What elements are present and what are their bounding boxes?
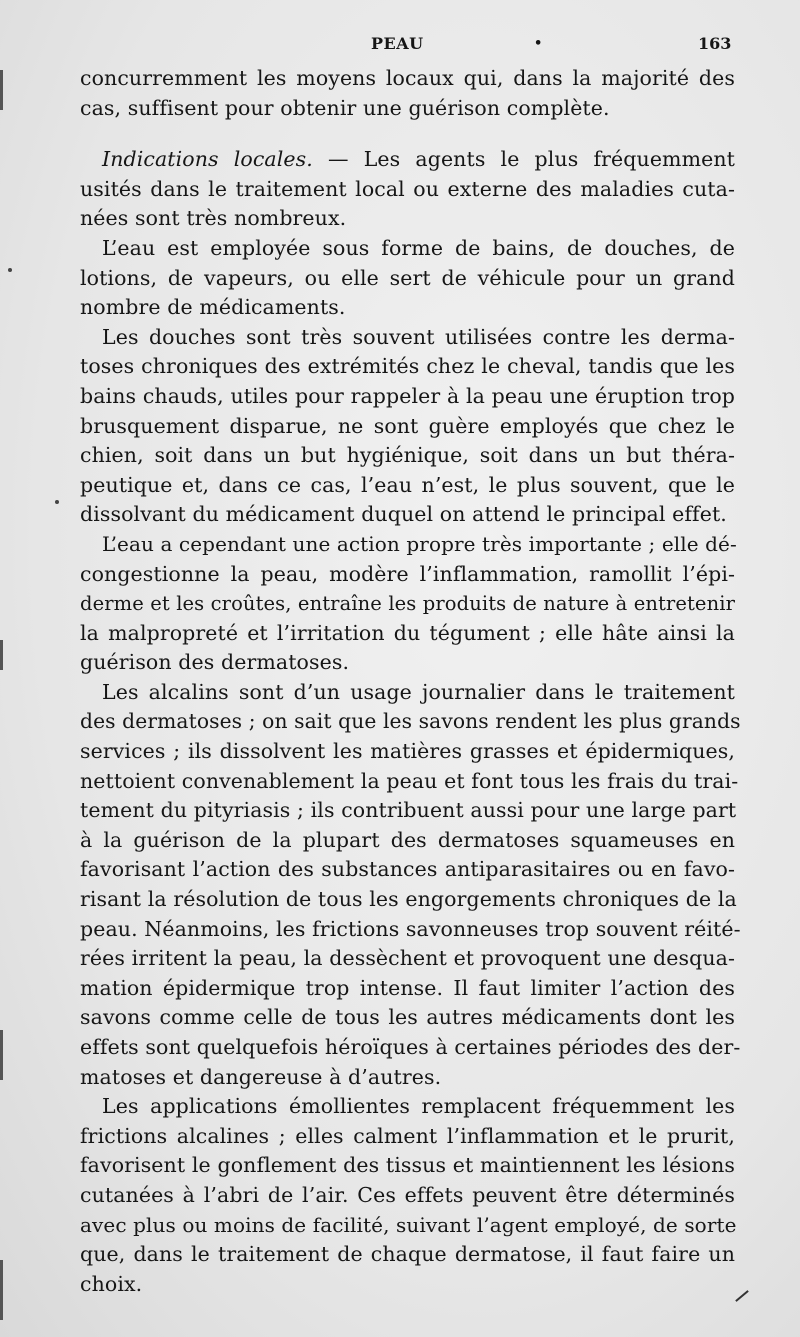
text-line: Les alcalins sont d’un usage journalier dans le traitement [102,679,735,704]
text-line: peau. Néanmoins, les frictions savonneuses trop souvent réité- [80,916,741,941]
text-line: risant la résolution de tous les engorgements chroniques de la [80,887,737,912]
text-line: dissolvant du médicament duquel on attend le principal effet. [80,502,727,527]
text-line: toses chroniques des extrémités chez le cheval, tandis que les [80,354,735,379]
page-header [0,34,800,56]
paragraph-gap [80,123,735,145]
ornament-mark: • [534,36,543,51]
text-line: tement du pityriasis ; ils contribuent aussi pour une large part [80,798,737,823]
text-line: savons comme celle de tous les autres médicaments dont les [80,1005,735,1030]
body-text [80,64,741,1299]
text-line: peutique et, dans ce cas, l’eau n’est, le plus souvent, que le [80,472,735,497]
paragraph [80,64,735,123]
text-line: nombre de médicaments. [80,295,346,320]
text-line: mation épidermique trop intense. Il faut limiter l’action des [80,975,735,1000]
text-line [80,145,735,175]
page-number: 163 [698,34,732,53]
paragraph [80,1092,735,1299]
page-edge-mark [0,1260,3,1320]
paragraph [80,145,735,234]
text-line: avec plus ou moins de facilité, suivant l’agent employé, de sorte [80,1212,737,1237]
text-line: cas, suffisent pour obtenir une guérison complète. [80,95,610,120]
text-line: L’eau est employée sous forme de bains, de douches, de [102,235,735,260]
text-line: matoses et dangereuse à d’autres. [80,1064,442,1089]
margin-mark [8,268,12,272]
text-line-fragment: — Les agents le plus fréquemment [312,147,735,172]
pen-mark [735,1290,749,1302]
text-line: à la guérison de la plupart des dermatoses squameuses en [80,827,735,852]
text-line: bains chauds, utiles pour rappeler à la peau une éruption trop [80,383,735,408]
text-line: des dermatoses ; on sait que les savons rendent les plus grands [80,709,741,734]
text-line: services ; ils dissolvent les matières grasses et épidermiques, [80,739,735,764]
text-line: favorisent le gonflement des tissus et maintiennent les lésions [80,1153,735,1178]
text-line: nettoient convenablement la peau et font tous les frais du trai- [80,768,739,793]
text-line: concurremment les moyens locaux qui, dans la majorité des [80,66,735,90]
page-edge-mark [0,1030,3,1080]
text-line: L’eau a cependant une action propre très importante ; elle dé- [102,531,737,556]
text-line: cutanées à l’abri de l’air. Ces effets peuvent être déterminés [80,1182,735,1207]
text-line: guérison des dermatoses. [80,650,350,675]
text-line: que, dans le traitement de chaque dermatose, il faut faire un [80,1242,735,1267]
text-line: brusquement disparue, ne sont guère employés que chez le [80,413,735,438]
text-line: usités dans le traitement local ou externe des maladies cuta- [80,176,735,201]
text-line: la malpropreté et l’irritation du tégument ; elle hâte ainsi la [80,620,735,645]
text-line: congestionne la peau, modère l’inflammation, ramollit l’épi- [80,561,735,586]
text-line: chien, soit dans un but hygiénique, soit dans un but théra- [80,443,735,468]
section-heading: Indications locales. [102,147,313,172]
page-edge-mark [0,640,3,670]
text-line: nées sont très nombreux. [80,206,347,231]
text-line: lotions, de vapeurs, ou elle sert de véhicule pour un grand [80,265,735,290]
text-line: Les douches sont très souvent utilisées contre les derma- [102,324,735,349]
paragraph [80,234,735,323]
text-line: Les applications émollientes remplacent fréquemment les [102,1094,735,1119]
text-line: frictions alcalines ; elles calment l’inflammation et le prurit, [80,1123,735,1148]
page-edge-mark [0,70,3,110]
paragraph [80,678,741,1092]
text-line: favorisant l’action des substances antiparasitaires ou en favo- [80,857,735,882]
paragraph [80,323,735,530]
text-line: rées irritent la peau, la dessèchent et provoquent une desqua- [80,946,735,971]
running-head: PEAU [371,34,424,53]
margin-mark [55,500,59,504]
paragraph [80,530,735,678]
text-line: derme et les croûtes, entraîne les produits de nature à entretenir [80,592,735,616]
text-line: effets sont quelquefois héroïques à certaines périodes des der- [80,1035,741,1059]
text-line: choix. [80,1271,143,1296]
